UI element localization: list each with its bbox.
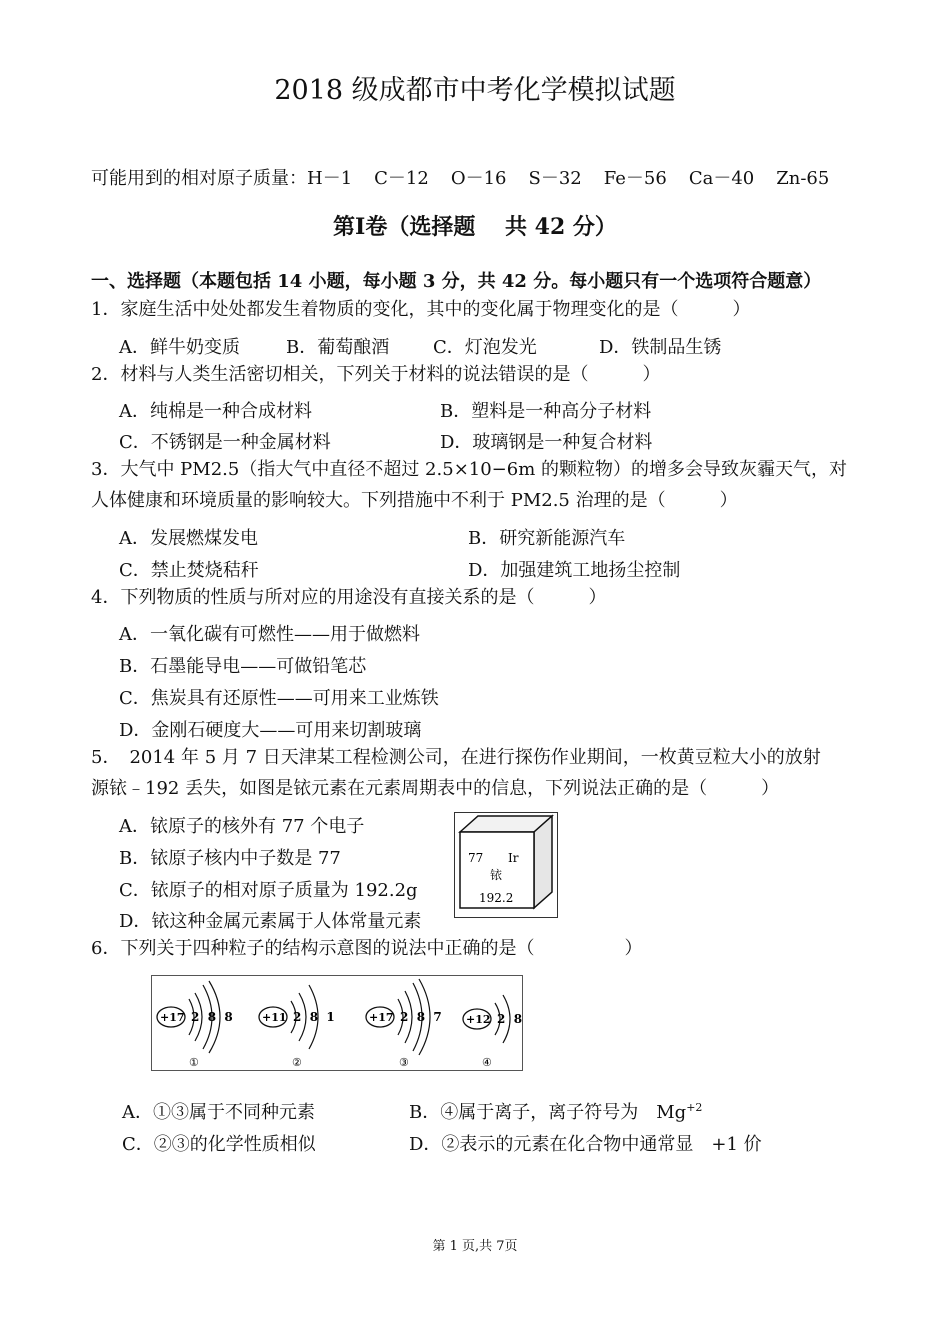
particle-1-nucleus: +17 — [160, 1011, 185, 1024]
q6-option-a: A．①③属于不同种元素 — [122, 1102, 315, 1123]
q4-option-a: A．一氧化碳有可燃性——用于做燃料 — [119, 624, 420, 645]
q1-option-d: D．铁制品生锈 — [599, 337, 722, 358]
part-header: 一、选择题（本题包括 14 小题，每小题 3 分，共 42 分。每小题只有一个选项符合题意） — [91, 271, 822, 292]
page-title: 2018 级成都市中考化学模拟试题 — [274, 75, 676, 106]
q2-stem: 2．材料与人类生活密切相关，下列关于材料的说法错误的是（ ） — [91, 364, 661, 385]
q4-option-b: B．石墨能导电——可做铅笔芯 — [119, 656, 367, 677]
particle-2-shells: 2 8 1 — [293, 1010, 335, 1024]
q6-stem: 6．下列关于四种粒子的结构示意图的说法中正确的是（ ） — [91, 938, 643, 959]
q6-option-b-charge: +2 — [686, 1101, 703, 1114]
q1-option-a: A．鲜牛奶变质 — [119, 337, 240, 358]
element-symbol: Ir — [508, 851, 519, 865]
q5-option-c: C．铱原子的相对原子质量为 192.2g — [119, 880, 418, 901]
mass-s: S－32 — [528, 168, 582, 189]
q3-stem-line2: 人体健康和环境质量的影响较大。下列措施中不利于 PM2.5 治理的是（ ） — [91, 490, 738, 511]
particle-3-nucleus: +17 — [369, 1011, 394, 1024]
q1-option-b: B．葡萄酿酒 — [286, 337, 390, 358]
element-mass: 192.2 — [479, 891, 514, 905]
q3-option-b: B．研究新能源汽车 — [468, 528, 626, 549]
atomic-masses — [91, 164, 851, 190]
q1-option-c: C．灯泡发光 — [433, 337, 537, 358]
mass-ca: Ca－40 — [688, 168, 755, 189]
q3-option-d: D．加强建筑工地扬尘控制 — [468, 560, 681, 581]
q4-option-d: D．金刚石硬度大——可用来切割玻璃 — [119, 720, 422, 741]
q6-option-d: D．②表示的元素在化合物中通常显 +1 价 — [409, 1134, 762, 1155]
particle-3-shells: 2 8 7 — [400, 1010, 442, 1024]
q4-stem: 4．下列物质的性质与所对应的用途没有直接关系的是（ ） — [91, 587, 607, 608]
particle-1-shells: 2 8 8 — [191, 1010, 233, 1024]
section-title: 第Ⅰ卷（选择题 共 42 分） — [333, 214, 617, 240]
mass-zn: Zn-65 — [776, 168, 830, 189]
q2-option-d: D．玻璃钢是一种复合材料 — [440, 432, 653, 453]
mass-o: O－16 — [450, 168, 507, 189]
particle-4-shells: 2 8 — [497, 1012, 523, 1026]
q3-stem-line1: 3．大气中 PM2.5（指大气中直径不超过 2.5×10−6m 的颗粒物）的增多会导致灰霾天气，对 — [91, 459, 847, 480]
q3-option-a: A．发展燃煤发电 — [119, 528, 258, 549]
q3-option-c: C．禁止焚烧秸秆 — [119, 560, 259, 581]
atomic-masses-label: 可能用到的相对原子质量： — [91, 168, 307, 189]
particle-3-label: ③ — [399, 1056, 409, 1069]
q1-stem: 1．家庭生活中处处都发生着物质的变化，其中的变化属于物理变化的是（ ） — [91, 299, 751, 320]
iridium-element-card — [454, 812, 558, 922]
q2-option-a: A．纯棉是一种合成材料 — [119, 401, 312, 422]
particle-structure-diagram — [151, 975, 523, 1075]
particle-2-label: ② — [292, 1056, 302, 1069]
mass-h: H－1 — [307, 168, 353, 189]
q4-option-c: C．焦炭具有还原性——可用来工业炼铁 — [119, 688, 439, 709]
mass-fe: Fe－56 — [603, 168, 667, 189]
particle-2-nucleus: +11 — [262, 1011, 287, 1024]
q2-option-c: C．不锈钢是一种金属材料 — [119, 432, 331, 453]
page-footer: 第 1 页,共 7页 — [432, 1239, 518, 1254]
particle-1-label: ① — [189, 1056, 199, 1069]
q5-option-b: B．铱原子核内中子数是 77 — [119, 848, 341, 869]
q2-option-b: B．塑料是一种高分子材料 — [440, 401, 652, 422]
q5-option-d: D．铱这种金属元素属于人体常量元素 — [119, 911, 422, 932]
particle-4-label: ④ — [482, 1056, 492, 1069]
particle-4-nucleus: +12 — [466, 1013, 491, 1026]
mass-c: C－12 — [374, 168, 429, 189]
element-number: 77 — [468, 851, 484, 865]
q5-option-a: A．铱原子的核外有 77 个电子 — [119, 816, 365, 837]
q6-option-c: C．②③的化学性质相似 — [122, 1134, 316, 1155]
q6-option-b — [409, 1098, 702, 1124]
q6-option-b-text: B．④属于离子，离子符号为 Mg — [409, 1102, 687, 1123]
element-name: 铱 — [490, 868, 503, 882]
q5-stem-line2: 源铱﹣192 丢失，如图是铱元素在元素周期表中的信息，下列说法正确的是（ ） — [91, 778, 780, 799]
q5-stem-line1: 5． 2014 年 5 月 7 日天津某工程检测公司，在进行探伤作业期间，一枚黄豆粒大小的放射 — [91, 747, 821, 768]
